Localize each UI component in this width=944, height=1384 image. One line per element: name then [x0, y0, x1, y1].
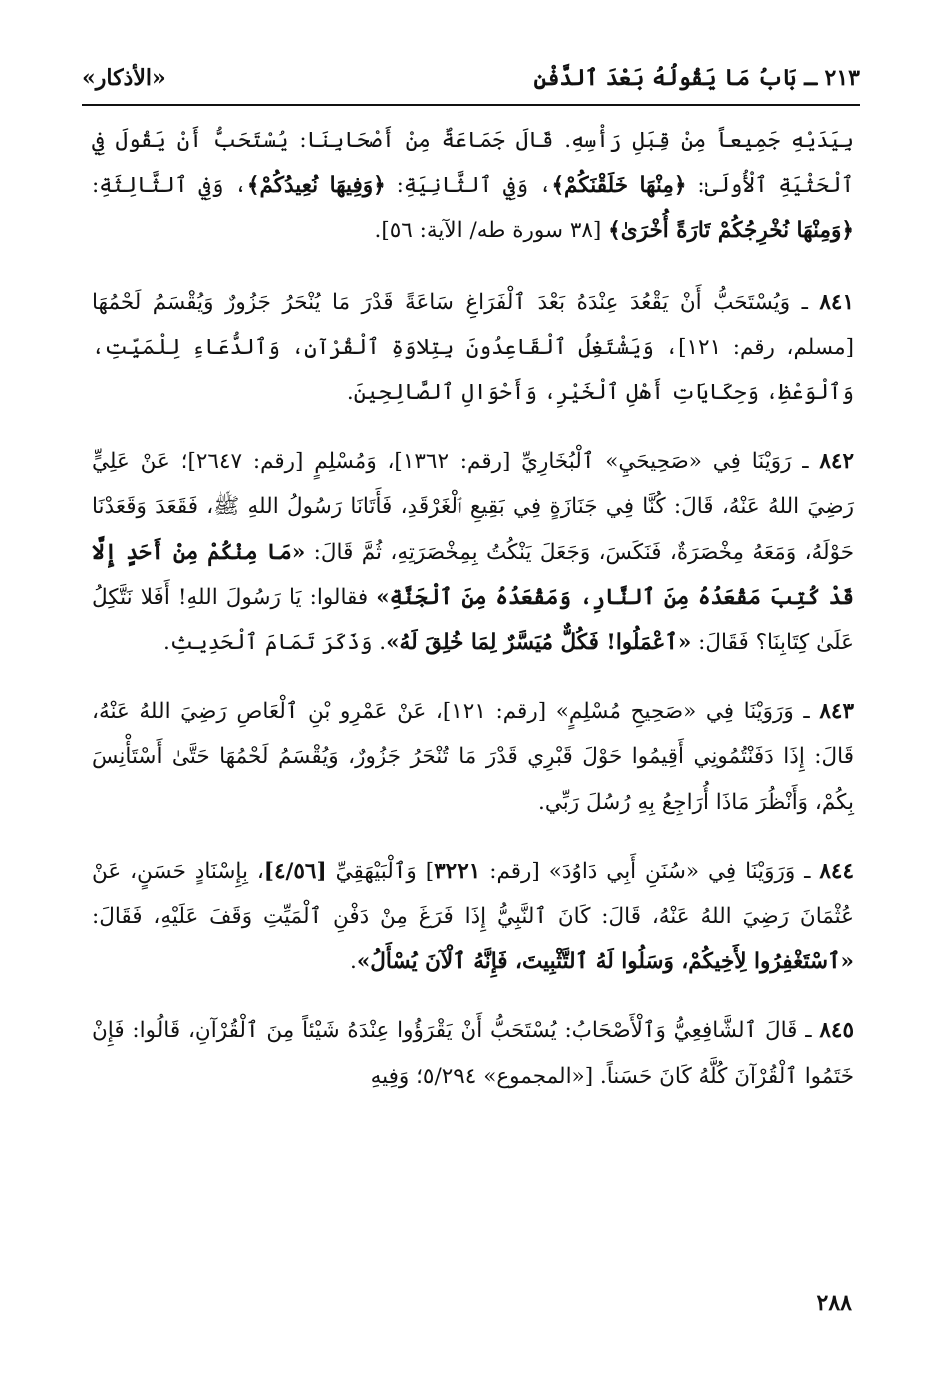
paragraph [92, 1008, 854, 1098]
paragraph-text: ـ وَيُسْتَحَبُّ أَنْ يَقْعُدَ عِنْدَهُ بَعْدَ ٱلْفَرَاغِ سَاعَةً قَدْرَ مَا يُنْحَرُ جَزُورٌ وَيُقْسَمُ لَحْمُهَا [مسلم، رقم: ١٢١]، وَيَشْتَغِلُ ٱلْقَاعِدُونَ بِتِلاوَةِ ٱلْقُرْآنِ، وَٱلدُّعَاءِ لِلْمَيِّتِ، وَٱلْوَعْظِ، وَحِكَايَاتِ أَهْلِ ٱلْخَيْرِ، وَأَحْوَالِ ٱلصَّالِحِينَ. [92, 289, 854, 406]
main-text [92, 118, 854, 1123]
paragraph [92, 118, 854, 254]
entry-number: ٨٤٤ [819, 858, 855, 884]
paragraph-text: [٣٨ سورة طه/ الآية: ٥٦]. [374, 218, 609, 244]
book-title: «الأذكار» [82, 65, 166, 91]
hadith-quote: «ٱعْمَلُوا! فَكُلٌّ مُيَسَّرٌ لِمَا خُلِقَ لَهُ» [386, 630, 692, 656]
paragraph [92, 280, 854, 416]
paragraph [92, 849, 854, 985]
quran-verse: ﴿مِنْهَا خَلَقْنَكُمْ﴾ [551, 173, 687, 199]
paragraph-text: ـ قَالَ ٱلشَّافِعِيُّ وَٱلْأَصْحَابُ: يُسْتَحَبُّ أَنْ يَقْرَؤُوا عِنْدَهُ شَيْئاً مِنَ ٱلْقُرْآنِ، قَالُوا: فَإِنْ خَتَمُوا ٱلْقُرْآنَ كُلَّهُ كَانَ حَسَناً. [«المجموع» ٥/٢٩٤؛ وَفِيهِ [92, 1018, 854, 1089]
page-number: ٢٨٨ [816, 1290, 852, 1316]
header-divider [82, 104, 860, 106]
paragraph-text: بِيَدَيْهِ جَمِيعاً مِنْ قِبَلِ رَأْسِهِ. قَالَ جَمَاعَةٌ مِنْ أَصْحَابِنَا: يُسْتَحَبُّ أَنْ يَقُولَ فِي ٱلْحَثْيَةِ ٱلْأُولَىٰ: [92, 128, 854, 199]
entry-number: ٨٤١ [819, 289, 854, 315]
entry-number: ٨٤٣ [819, 699, 854, 725]
entry-number: ٨٤٥ [819, 1018, 854, 1044]
paragraph-text: . [350, 949, 357, 975]
paragraph-text: ـ رَوَيْنَا فِي «صَحِيحَيِ» ٱلْبُخَارِيِّ [رقم: ١٣٦٢]، وَمُسْلِمٍ [رقم: ٢٦٤٧]؛ عَنْ عَلِيٍّ رَضِيَ اللهُ عَنْهُ، قَالَ: كُنَّا فِي جَنَازَةٍ فِي بَقِيعِ ٱلْغَرْقَدِ، فَأَتَانَا رَسُولُ اللهِ ﷺ، فَقَعَدَ وَقَعَدْنَا حَوْلَهُ، وَمَعَهُ مِخْصَرَةٌ، فَنَكَسَ، وَجَعَلَ يَنْكُتُ بِمِخْصَرَتِهِ، ثُمَّ قَالَ: [92, 449, 854, 565]
paragraph-text: فقالوا: يَا رَسُولَ اللهِ! أَفَلا نَتَّكِلُ عَلَىٰ كِتَابِنَا؟ فَقَالَ: [92, 584, 854, 656]
paragraph-text: ، وَفِي ٱلثَّالِثَةِ: [92, 173, 247, 199]
entry-number: ٨٤٢ [819, 449, 855, 475]
hadith-quote: ٣٢٢١ [434, 858, 481, 884]
hadith-quote: «مَا مِنْكُمْ مِنْ أَحَدٍ إِلَّا قَدْ كُتِبَ مَقْعَدُهُ مِنَ ٱلنَّارِ، وَمَقْعَدُهُ مِنَ ٱلْجَنَّةِ» [92, 539, 854, 610]
hadith-quote: «ٱسْتَغْفِرُوا لِأَخِيكُمْ، وَسَلُوا لَهُ ٱلتَّثْبِيتَ، فَإِنَّهُ ٱلْآنَ يُسْأَلُ» [356, 949, 854, 975]
paragraph-text: ـ وَرَوَيْنَا فِي «سُنَنِ أَبِي دَاوُدَ» [رقم: [480, 858, 820, 884]
running-header [82, 58, 860, 98]
quran-verse: ﴿وَمِنْهَا نُخْرِجُكُمْ تَارَةً أُخْرَىٰ﴾ [608, 218, 854, 244]
paragraph [92, 439, 854, 665]
quran-verse: ﴿وَفِيهَا نُعِيدُكُمْ﴾ [246, 173, 386, 199]
chapter-title: ٢١٣ ـ بَابُ مَا يَقُولُهُ بَعْدَ ٱلدَّفْنِ [533, 65, 860, 91]
paragraph-text: . وَذَكَرَ تَمَامَ ٱلْحَدِيثِ. [162, 630, 387, 656]
paragraph-text: ، بِإِسْنَادٍ حَسَنٍ، عَنْ عُثْمَانَ رَضِيَ اللهُ عَنْهُ، قَالَ: كَانَ ٱلنَّبِيُّ إِذَا فَرَغَ مِنْ دَفْنِ ٱلْمَيِّتِ وَقَفَ عَلَيْهِ، فَقَالَ: [92, 858, 854, 930]
paragraph-text: ـ وَرَوَيْنَا فِي «صَحِيحِ مُسْلِمٍ» [رقم: ١٢١]، عَنْ عَمْرِو بْنِ ٱلْعَاصِ رَضِيَ اللهُ عَنْهُ، قَالَ: إِذَا دَفَنْتُمُونِي أَقِيمُوا حَوْلَ قَبْرِي قَدْرَ مَا تُنْحَرُ جَزُورٌ، وَيُقْسَمُ لَحْمُهَا حَتَّىٰ أَسْتَأْنِسَ بِكُمْ، وَأَنْظُرَ مَاذَا أُرَاجِعُ بِهِ رُسُلَ رَبِّي. [92, 699, 854, 815]
paragraph-text: ] وَٱلْبَيْهَقِيِّ [326, 858, 435, 884]
paragraph [92, 689, 854, 825]
hadith-quote: [٤/٥٦] [263, 858, 327, 884]
paragraph-text: ، وَفِي ٱلثَّانِيَةِ: [385, 173, 552, 199]
